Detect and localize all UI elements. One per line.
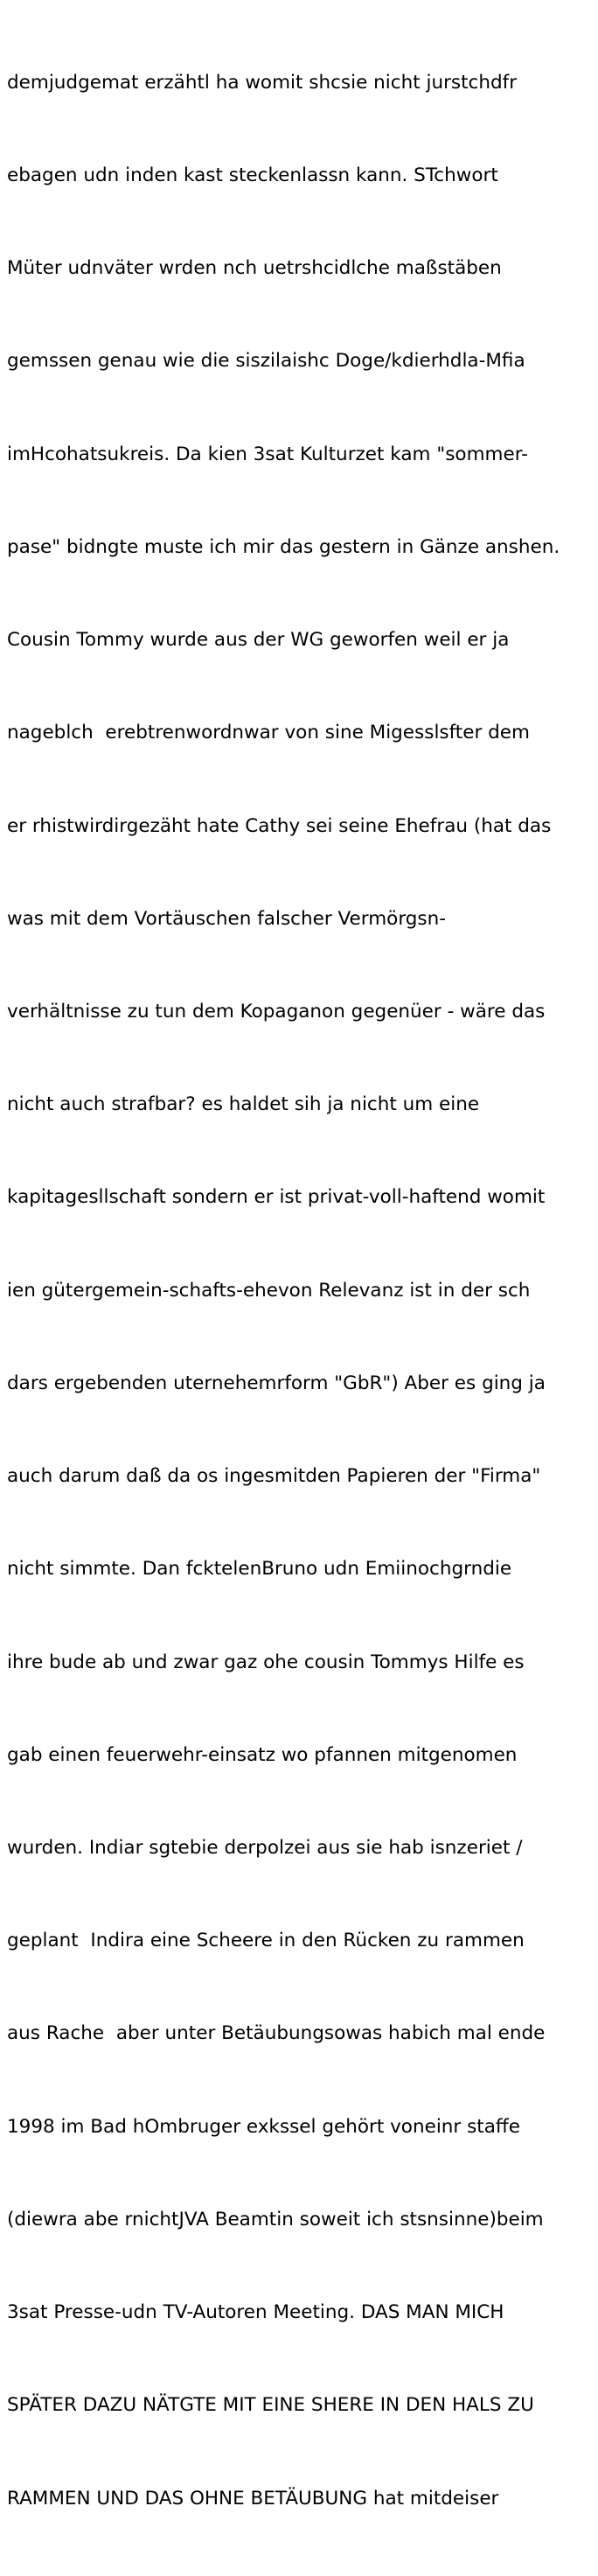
text-line: was mit dem Vortäuschen falscher Vermörgsn- [7,907,447,930]
text-line: pase" bidngte muste ich mir das gestern in Gänze anshen. [7,535,560,558]
text-line: ien gütergemein-schafts-ehevon Relevanz ist in der sch [7,1279,531,1302]
text-line: geplant Indira eine Scheere in den Rücken zu rammen [7,1930,525,1952]
text-line: auch darum daß da os ingesmitden Papieren der "Firma" [7,1465,541,1488]
text-line: SPÄTER DAZU NÄTGTE MIT EINE SHERE IN DEN HALS ZU [7,2394,534,2417]
text-line: aus Rache aber unter Betäubungsowas habich mal ende [7,2022,546,2045]
text-line: demjudgemat erzähtl ha womit shcsie nicht jurstchdfr [7,71,518,94]
text-line: verhältnisse zu tun dem Kopaganon gegenüer - wäre das [7,1001,546,1023]
text-line: gemssen genau wie die siszilaishc Doge/kdierhdla-Mfia [7,350,525,373]
text-line: 3sat Presse-udn TV-Autoren Meeting. DAS MAN MICH [7,2301,504,2324]
text-line: nicht auch strafbar? es haldet sih ja nicht um eine [7,1093,480,1116]
text-line: nicht simmte. Dan fcktelenBruno udn Emiinochgrndie [7,1558,512,1581]
text-line: er rhistwirdirgezäht hate Cathy sei seine Ehefrau (hat das [7,814,552,837]
text-line: imHcohatsukreis. Da kien 3sat Kulturzet kam "sommer- [7,443,528,465]
text-line: Cousin Tommy wurde aus der WG geworfen weil er ja [7,629,510,652]
text-line: ihre bude ab und zwar gaz ohe cousin Tommys Hilfe es [7,1651,525,1673]
text-line: nageblch erebtrenwordnwar von sine Migesslsfter dem [7,722,530,744]
text-line: (diewra abe rnichtJVA Beamtin soweit ich stsnsinne)beim [7,2208,544,2230]
text-line: gab einen feuerwehr-einsatz wo pfannen mitgenomen [7,1743,518,1766]
text-line: 1998 im Bad hOmbruger exkssel gehört voneinr staffe [7,2115,520,2138]
text-line: ebagen udn inden kast steckenlassn kann. STchwort [7,164,498,187]
text-line: wurden. Indiar sgtebie derpolzei aus sie hab isnzeriet / [7,1836,523,1859]
text-line: dars ergebenden uternehemrform "GbR") Aber es ging ja [7,1372,546,1394]
text-line: kapitagesllschaft sondern er ist privat-voll-haftend womit [7,1186,546,1209]
text-line: RAMMEN UND DAS OHNE BETÄUBUNG hat mitdeiser [7,2487,499,2510]
document-body [7,5,595,2576]
text-line: Müter udnväter wrden nch uetrshcidlche maßstäben [7,257,502,280]
